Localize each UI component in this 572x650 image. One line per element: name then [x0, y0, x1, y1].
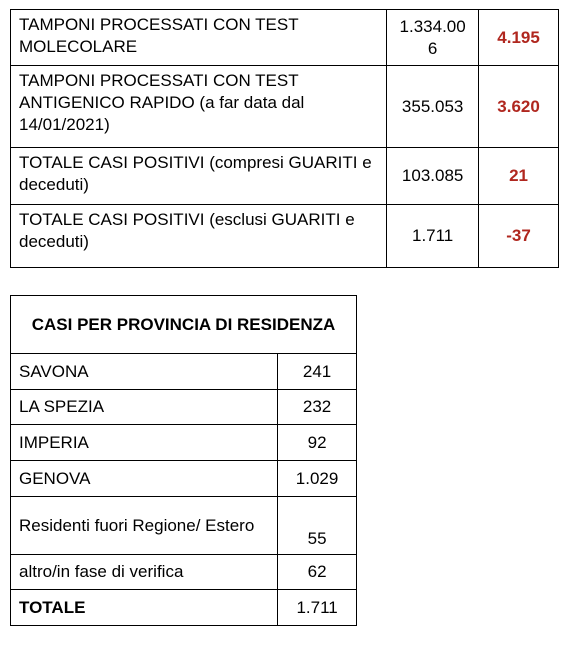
province-name: LA SPEZIA — [11, 390, 278, 425]
row-value-line2: 6 — [427, 38, 438, 58]
row-label: TOTALE CASI POSITIVI (compresi GUARITI e deceduti) — [11, 148, 387, 205]
province-name: altro/in fase di verifica — [11, 555, 278, 590]
row-value-line1: 1.334.00 — [399, 16, 466, 36]
row-value: 1.711 — [387, 205, 479, 268]
table-row — [11, 425, 357, 461]
row-label: TAMPONI PROCESSATI CON TEST ANTIGENICO RAPIDO (a far data dal 14/01/2021) — [11, 66, 387, 148]
province-name: SAVONA — [11, 354, 278, 390]
table-row — [11, 354, 357, 390]
table-row — [11, 10, 559, 66]
table-row — [11, 205, 559, 268]
table-total-row — [11, 590, 357, 626]
province-total-label: TOTALE — [11, 590, 278, 626]
table-row — [11, 497, 357, 555]
province-name: Residenti fuori Regione/ Estero — [11, 497, 278, 555]
province-value: 232 — [278, 390, 357, 425]
row-delta: 21 — [479, 148, 559, 205]
row-value: 103.085 — [387, 148, 479, 205]
province-name: GENOVA — [11, 461, 278, 497]
province-name: IMPERIA — [11, 425, 278, 461]
summary-table — [10, 9, 559, 268]
province-value: 241 — [278, 354, 357, 390]
province-value: 55 — [278, 497, 357, 555]
row-label: TOTALE CASI POSITIVI (esclusi GUARITI e deceduti) — [11, 205, 387, 268]
province-table — [10, 295, 357, 626]
province-table-title: CASI PER PROVINCIA DI RESIDENZA — [11, 296, 357, 354]
table-row — [11, 461, 357, 497]
province-value: 62 — [278, 555, 357, 590]
table-row — [11, 555, 357, 590]
province-total-value: 1.711 — [278, 590, 357, 626]
row-delta: -37 — [479, 205, 559, 268]
row-value: 355.053 — [387, 66, 479, 148]
row-delta: 3.620 — [479, 66, 559, 148]
province-value: 92 — [278, 425, 357, 461]
table-row — [11, 66, 559, 148]
table-header-row — [11, 296, 357, 354]
table-row — [11, 148, 559, 205]
row-label: TAMPONI PROCESSATI CON TEST MOLECOLARE — [11, 10, 387, 66]
table-row — [11, 390, 357, 425]
province-value: 1.029 — [278, 461, 357, 497]
row-value — [387, 10, 479, 66]
row-delta: 4.195 — [479, 10, 559, 66]
